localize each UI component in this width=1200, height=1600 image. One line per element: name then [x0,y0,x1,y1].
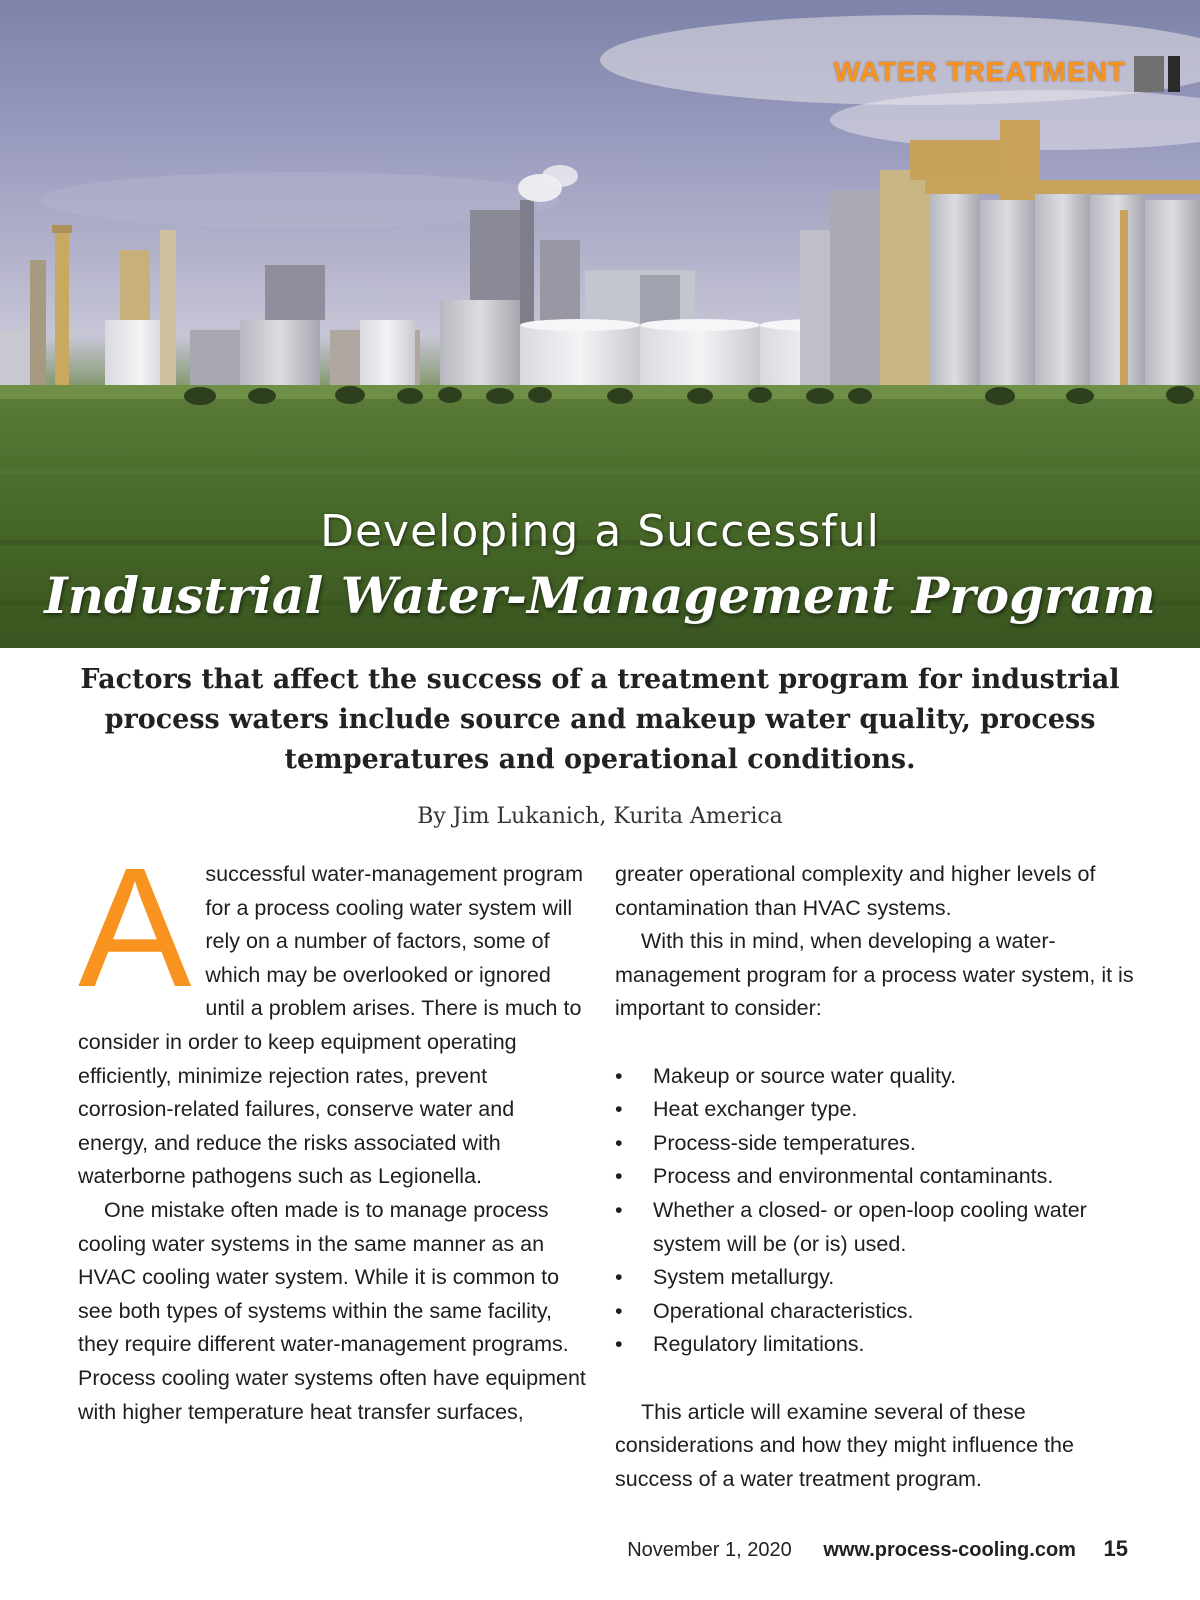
website-url: www.process-cooling.com [823,1539,1076,1561]
paragraph-intro: successful water-management program for a process cooling water system will rely on a number of factors, some of which may be overlooked or ignored until a problem arises. There is much to consider in order to keep equipment operating efficiently, minimize rejection rates, prevent corrosion-related failures, conserve water and energy, and reduce the risks associated with waterborne pathogens such as Legionella. [78,862,583,1189]
section-label-bar [1134,56,1164,92]
right-column [615,858,1135,1496]
article-title-line1: Developing a Successful [320,506,880,557]
list-item: • Heat exchanger type. [615,1097,858,1122]
list-item: • Makeup or source water quality. [615,1063,957,1088]
list-item: • System metallurgy. [615,1265,835,1290]
byline: By Jim Lukanich, Kurita America [417,804,783,829]
list-item: • Process-side temperatures. [615,1130,916,1155]
page-footer [627,1536,1128,1562]
section-label: WATER TREATMENT [833,56,1126,87]
drop-cap: A [78,833,192,1023]
spacer [615,1362,1135,1396]
hero-photo [0,0,1200,648]
spacer [615,1026,1135,1060]
paragraph-hvac-mistake: One mistake often made is to manage process cooling water systems in the same manner as an HVAC cooling water system. While it is common to see both types of systems within the same facility, they require different water-management programs. Process cooling water systems often have equipment with higher temperature heat transfer surfaces, [78,1197,586,1424]
consideration-list [615,1060,1135,1362]
article-deck: Factors that affect the success of a treatment program for industrial process waters include source and makeup water quality, process temperatures and operational conditions. [80,664,1120,775]
left-column [78,833,588,1429]
list-item: • Regulatory limitations. [615,1332,865,1357]
paragraph-examine: This article will examine several of these considerations and how they might influence the success of a water treatment program. [615,1399,1074,1491]
section-label-bar-dark [1168,56,1180,92]
page-number: 15 [1103,1536,1128,1561]
paragraph-consider: With this in mind, when developing a water-management program for a process water system, it is important to consider: [615,929,1134,1021]
article-title-line2: Industrial Water-Management Program [44,566,1156,625]
list-item: • Whether a closed- or open-loop cooling water system will be (or is) used. [615,1197,1087,1256]
paragraph-continuation: greater operational complexity and higher levels of contamination than HVAC systems. [615,862,1096,920]
list-item: • Operational characteristics. [615,1298,914,1323]
issue-date: November 1, 2020 [627,1539,792,1561]
list-item: • Process and environmental contaminants. [615,1164,1054,1189]
